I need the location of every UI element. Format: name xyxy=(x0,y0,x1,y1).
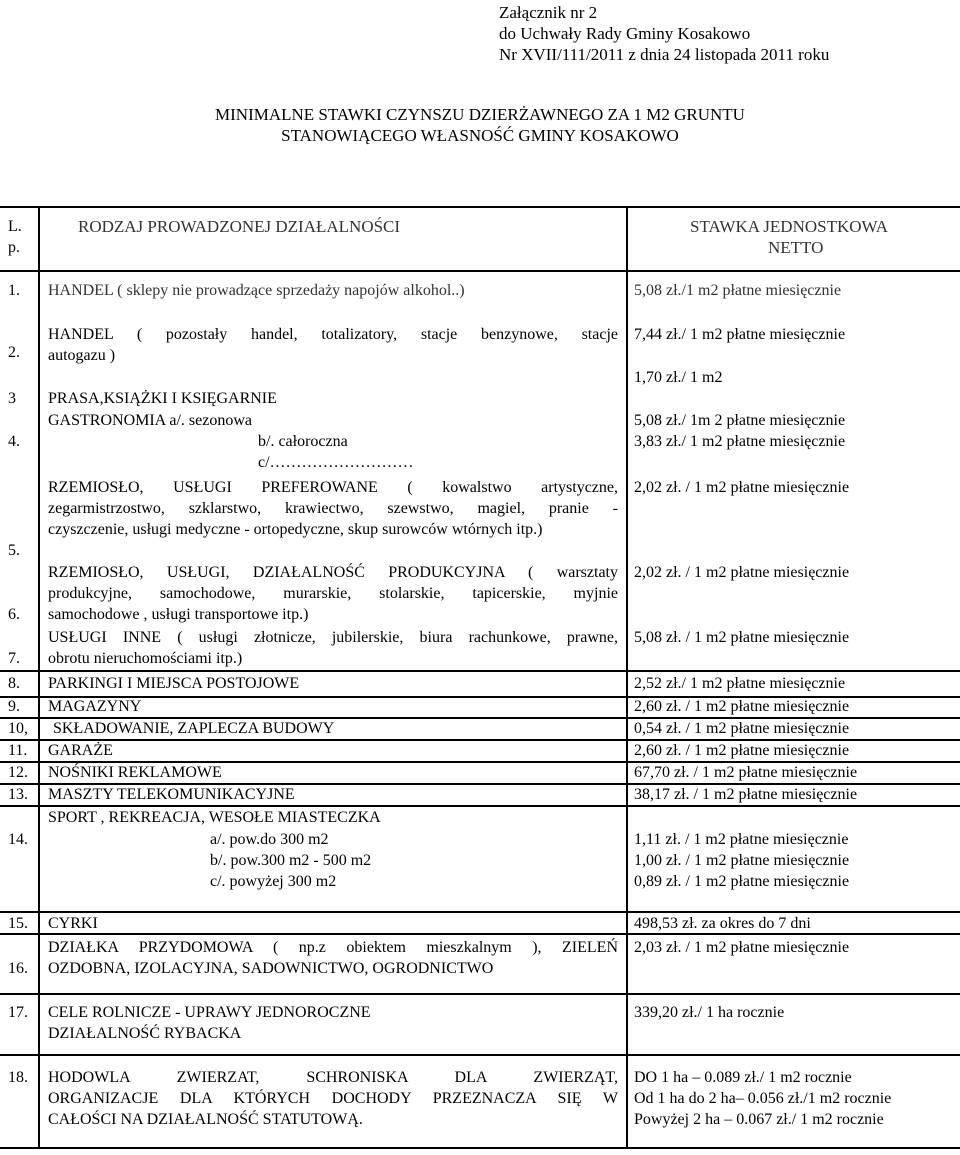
col-header-rate: STAWKA JEDNOSTKOWA xyxy=(690,217,888,236)
activity-text: CYRKI xyxy=(48,915,98,932)
activity-text: c/……………………… xyxy=(258,454,414,471)
rate-text: Od 1 ha do 2 ha– 0.056 zł./1 m2 rocznie xyxy=(634,1090,892,1107)
row-number: 18. xyxy=(8,1069,28,1086)
column-divider xyxy=(38,206,40,1149)
row-divider xyxy=(0,1054,960,1056)
activity-text: OZDOBNA, IZOLACYJNA, SADOWNICTWO, OGRODNICTWO xyxy=(48,960,494,977)
activity-text: HODOWLA ZWIERZAT, SCHRONISKA DLA ZWIERZĄT, xyxy=(48,1069,618,1086)
rate-text: 7,44 zł./ 1 m2 płatne miesięcznie xyxy=(634,326,846,343)
row-number: 1. xyxy=(8,282,20,299)
header-line: do Uchwały Rady Gminy Kosakowo xyxy=(499,24,751,43)
col-header-activity: RODZAJ PROWADZONEJ DZIAŁALNOŚCI xyxy=(78,217,401,236)
rate-text: 38,17 zł. / 1 m2 płatne miesięcznie xyxy=(634,786,858,803)
row-number: 2. xyxy=(8,344,20,361)
activity-text: PRASA,KSIĄŻKI I KSIĘGARNIE xyxy=(48,390,277,407)
rate-text: 3,83 zł./ 1 m2 płatne miesięcznie xyxy=(634,433,846,450)
row-number: 13. xyxy=(8,786,28,803)
row-number: 3 xyxy=(8,390,16,407)
row-number: 11. xyxy=(8,742,28,759)
activity-text: SPORT , REKREACJA, WESOŁE MIASTECZKA xyxy=(48,809,381,826)
row-divider xyxy=(0,993,960,995)
row-number: 6. xyxy=(8,606,20,623)
activity-text: NOŚNIKI REKLAMOWE xyxy=(48,764,222,781)
activity-text: MASZTY TELEKOMUNIKACYJNE xyxy=(48,786,295,803)
rate-text: 2,03 zł. / 1 m2 płatne miesięcznie xyxy=(634,939,850,956)
activity-text: DZIAŁALNOŚĆ RYBACKA xyxy=(48,1025,242,1042)
rate-text: 67,70 zł. / 1 m2 płatne miesięcznie xyxy=(634,764,858,781)
activity-text: b/. całoroczna xyxy=(258,433,348,450)
row-number: 12. xyxy=(8,764,28,781)
activity-text: RZEMIOSŁO, USŁUGI, DZIAŁALNOŚĆ PRODUKCYJNA ( warsztaty xyxy=(48,564,618,581)
rate-text: 1,11 zł. / 1 m2 płatne miesięcznie xyxy=(634,831,849,848)
activity-text: GARAŻE xyxy=(48,742,113,759)
rate-text: Powyżej 2 ha – 0.067 zł./ 1 m2 rocznie xyxy=(634,1111,884,1128)
activity-text: zegarmistrzostwo, szklarstwo, krawiectwo, szewstwo, magiel, pranie - xyxy=(48,500,618,517)
rate-text: DO 1 ha – 0.089 zł./ 1 m2 rocznie xyxy=(634,1069,852,1086)
row-divider xyxy=(0,911,960,913)
rate-text: 5,08 zł./ 1m 2 płatne miesięcznie xyxy=(634,412,846,429)
rate-text: 2,02 zł. / 1 m2 płatne miesięcznie xyxy=(634,479,850,496)
activity-text: ORGANIZACJE DLA KTÓRYCH DOCHODY PRZEZNACZA SIĘ W xyxy=(48,1090,618,1107)
header-line: Nr XVII/111/2011 z dnia 24 listopada 2011 roku xyxy=(499,45,830,64)
header-line: Załącznik nr 2 xyxy=(499,3,598,22)
title-line: MINIMALNE STAWKI CZYNSZU DZIERŻAWNEGO ZA 1 M2 GRUNTU xyxy=(215,105,745,124)
rate-text: 498,53 zł. za okres do 7 dni xyxy=(634,915,811,932)
activity-text: CAŁOŚCI NA DZIAŁALNOŚĆ STATUTOWĄ. xyxy=(48,1111,363,1128)
row-number: 5. xyxy=(8,542,20,559)
activity-text: GASTRONOMIA a/. sezonowa xyxy=(48,412,252,429)
row-number: 14. xyxy=(8,831,28,848)
activity-text: a/. pow.do 300 m2 xyxy=(210,831,329,848)
activity-text: DZIAŁKA PRZYDOMOWA ( np.z obiektem mieszkalnym ), ZIELEŃ xyxy=(48,939,618,956)
rate-text: 339,20 zł./ 1 ha rocznie xyxy=(634,1004,785,1021)
activity-text: samochodowe , usługi transportowe itp.) xyxy=(48,606,309,623)
title-line: STANOWIĄCEGO WŁASNOŚĆ GMINY KOSAKOWO xyxy=(281,126,679,145)
rate-text: 1,70 zł./ 1 m2 xyxy=(634,369,723,386)
rate-text: 5,08 zł./1 m2 płatne miesięcznie xyxy=(634,282,842,299)
row-number: 8. xyxy=(8,675,20,692)
rate-text: 2,02 zł. / 1 m2 płatne miesięcznie xyxy=(634,564,850,581)
document-header xyxy=(499,2,829,65)
column-divider xyxy=(626,206,628,1149)
row-divider xyxy=(0,270,960,272)
rate-text: 2,60 zł. / 1 m2 płatne miesięcznie xyxy=(634,742,850,759)
activity-text: obrotu nieruchomościami itp.) xyxy=(48,650,243,667)
rate-text: 0,89 zł. / 1 m2 płatne miesięcznie xyxy=(634,873,850,890)
rate-text: 2,60 zł. / 1 m2 płatne miesięcznie xyxy=(634,698,850,715)
activity-text: PARKINGI I MIEJSCA POSTOJOWE xyxy=(48,675,300,692)
activity-text: USŁUGI INNE ( usługi złotnicze, jubilerskie, biura rachunkowe, prawne, xyxy=(48,629,618,646)
rate-text: 1,00 zł. / 1 m2 płatne miesięcznie xyxy=(634,852,850,869)
row-divider xyxy=(0,933,960,935)
row-number: 17. xyxy=(8,1004,28,1021)
table-top-border xyxy=(0,206,960,208)
activity-text: b/. pow.300 m2 - 500 m2 xyxy=(210,852,372,869)
row-number: 9. xyxy=(8,698,20,715)
activity-text: RZEMIOSŁO, USŁUGI PREFEROWANE ( kowalstwo artystyczne, xyxy=(48,479,618,496)
activity-text: SKŁADOWANIE, ZAPLECZA BUDOWY xyxy=(53,720,335,737)
activity-text: c/. powyżej 300 m2 xyxy=(210,873,337,890)
activity-text: HANDEL ( sklepy nie prowadzące sprzedaży napojów alkohol..) xyxy=(48,282,465,299)
activity-text: autogazu ) xyxy=(48,347,116,364)
activity-text: produkcyjne, samochodowe, murarskie, stolarskie, tapicerskie, myjnie xyxy=(48,585,618,602)
col-header-rate: NETTO xyxy=(768,238,824,257)
row-number: 7. xyxy=(8,650,20,667)
row-number: 10, xyxy=(8,720,28,737)
col-header-lp: L. xyxy=(8,218,22,235)
row-divider xyxy=(0,670,960,672)
row-number: 4. xyxy=(8,433,20,450)
table-bottom-border xyxy=(0,1147,960,1149)
rate-text: 0,54 zł. / 1 m2 płatne miesięcznie xyxy=(634,720,850,737)
activity-text: czyszczenie, usługi medyczne - ortopedyczne, skup surowców wtórnych itp.) xyxy=(48,521,543,538)
row-number: 16. xyxy=(8,960,28,977)
activity-text: MAGAZYNY xyxy=(48,698,142,715)
rate-text: 5,08 zł. / 1 m2 płatne miesięcznie xyxy=(634,629,850,646)
activity-text: HANDEL ( pozostały handel, totalizatory, stacje benzynowe, stacje xyxy=(48,326,618,343)
activity-text: CELE ROLNICZE - UPRAWY JEDNOROCZNE xyxy=(48,1004,371,1021)
document-title xyxy=(0,104,960,146)
row-number: 15. xyxy=(8,915,28,932)
rate-text: 2,52 zł./ 1 m2 płatne miesięcznie xyxy=(634,675,846,692)
col-header-lp: p. xyxy=(8,239,20,256)
